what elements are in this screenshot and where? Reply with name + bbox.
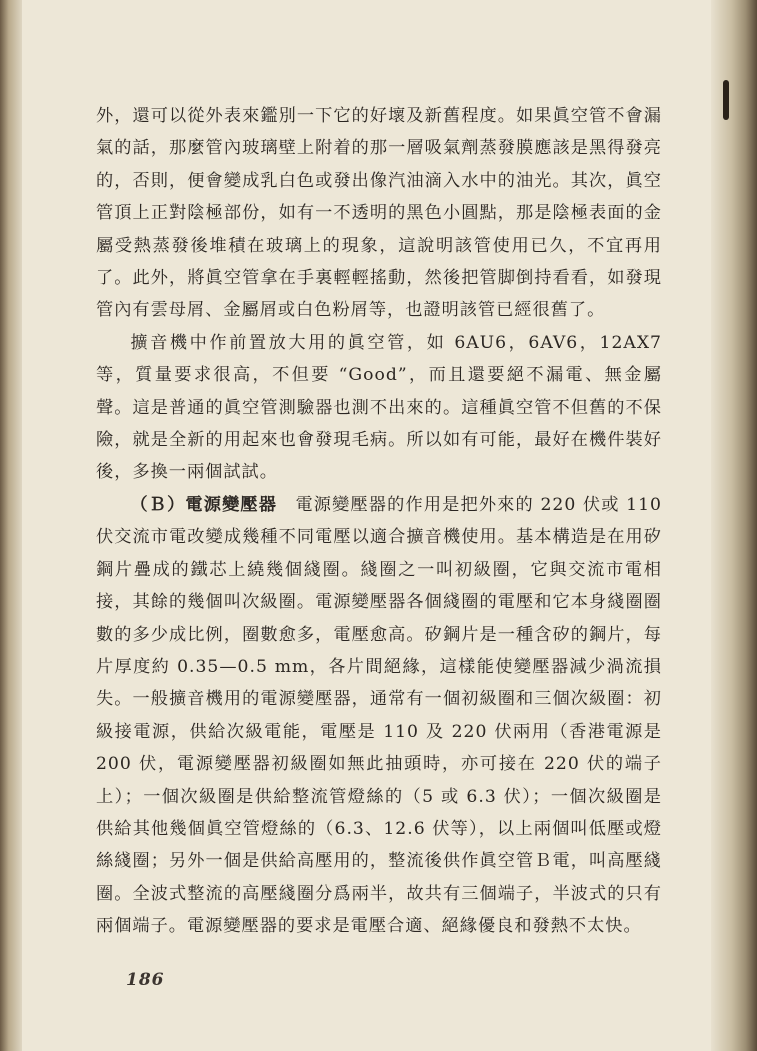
book-spine-edge	[711, 0, 757, 1051]
section-heading-power-transformer: （Ｂ）電源變壓器	[130, 494, 278, 515]
section-body-power-transformer: 電源變壓器的作用是把外來的 220 伏或 110 伏交流市電改變成幾種不同電壓以適合擴音機使用。基本構造是在用矽鋼片疊成的鐵芯上繞幾個綫圈。綫圈之一叫初級圈，它與交流市電相接，其餘的幾個叫次級圈。電源變壓器各個綫圈的電壓和它本身綫圈圈數的多少成比例，圈數愈多，電壓愈高。矽鋼片是一種含矽的鋼片，每片厚度約 0.35—0.5 mm，各片間絕緣，這樣能使變壓器減少渦流損失。一般擴音機用的電源變壓器，通常有一個初級圈和三個次級圈：初級接電源，供給次級電能，電壓是 110 及 220 伏兩用（香港電源是 200 伏，電源變壓器初級圈如無此抽頭時，亦可接在 220 伏的端子上）；一個次級圈是供給整流管燈絲的（5 或 6.3 伏）；一個次級圈是供給其他幾個眞空管燈絲的（6.3、12.6 伏等），以上兩個叫低壓或燈絲綫圈；另外一個是供給高壓用的，整流後供作眞空管Ｂ電，叫高壓綫圈。全波式整流的高壓綫圈分爲兩半，故共有三個端子，半波式的只有兩個端子。電源變壓器的要求是電壓合適、絕緣優良和發熱不太快。	[96, 494, 662, 937]
text-body	[96, 100, 662, 943]
page-number: 186	[126, 970, 165, 990]
paragraph-preamp-tubes: 擴音機中作前置放大用的眞空管，如 6AU6，6AV6，12AX7 等，質量要求很高，不但要 “Good”，而且還要絕不漏電、無金屬聲。這是普通的眞空管測驗器也測不出來的。這種眞空管不但舊的不保險，就是全新的用起來也會發現毛病。所以如有可能，最好在機件裝好後，多換一兩個試試。	[96, 332, 662, 483]
page-left-edge	[0, 0, 22, 1051]
spine-mark	[723, 80, 729, 120]
paragraph-vacuum-tube-inspection: 外，還可以從外表來鑑別一下它的好壞及新舊程度。如果眞空管不會漏氣的話，那麼管內玻璃壁上附着的那一層吸氣劑蒸發膜應該是黑得發亮的，否則，便會變成乳白色或發出像汽油滴入水中的油光。其次，眞空管頂上正對陰極部份，如有一不透明的黑色小圓點，那是陰極表面的金屬受熱蒸發後堆積在玻璃上的現象，這說明該管使用已久，不宜再用了。此外，將眞空管拿在手裏輕輕搖動，然後把管脚倒持看看，如發現管內有雲母屑、金屬屑或白色粉屑等，也證明該管已經很舊了。	[96, 106, 662, 321]
paragraph-power-transformer	[96, 489, 662, 943]
